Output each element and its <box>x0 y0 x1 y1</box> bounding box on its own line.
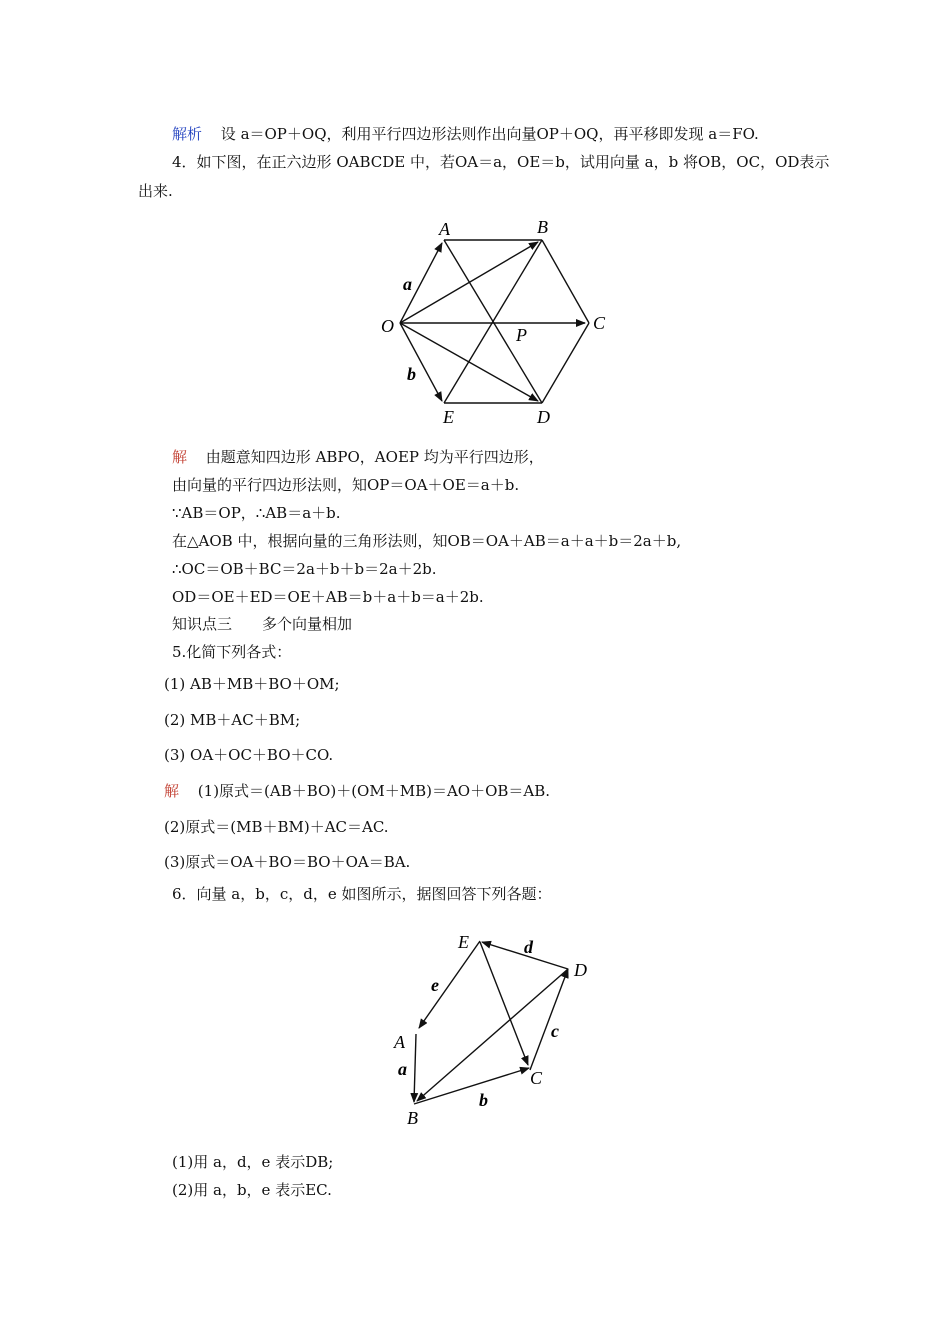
fig1-label-E: E <box>443 407 454 427</box>
line-2: 4．如下图，在正六边形 OABCDE 中，若OA＝a，OE＝b，试用向量 a，b 将OB，OC，OD表示 <box>172 153 830 171</box>
line-9: OD＝OE＋ED＝OE＋AB＝b＋a＋b＝a＋2b. <box>172 588 484 606</box>
solution-tag-1: 解 <box>172 448 188 466</box>
line-19: (1)用 a，d，e 表示DB; <box>172 1153 334 1171</box>
fig1-label-b: b <box>407 364 416 384</box>
fig2-label-E: E <box>458 932 469 952</box>
line-6: ∵AB＝OP，∴AB＝a＋b. <box>172 504 341 522</box>
line-16: (2)原式＝(MB＋BM)＋AC＝AC. <box>164 818 389 836</box>
fig2-label-e: e <box>431 975 439 995</box>
fig1-label-D: D <box>537 407 550 427</box>
line-14: (3) OA＋OC＋BO＋CO. <box>164 746 334 764</box>
hexagon-figure <box>365 208 620 440</box>
solution-tag-2: 解 <box>164 782 180 800</box>
fig2-label-B: B <box>407 1108 418 1128</box>
vector-figure <box>380 912 605 1144</box>
line-4 <box>172 447 544 467</box>
analysis-tag: 解析 <box>172 125 203 143</box>
line-20: (2)用 a，b，e 表示EC. <box>172 1181 332 1199</box>
line-13: (2) MB＋AC＋BM; <box>164 711 301 729</box>
section-heading: 知识点三 多个向量相加 <box>172 615 353 633</box>
line-3: 出来. <box>138 182 173 200</box>
line-4-text: 由题意知四边形 ABPO，AOEP 均为平行四边形， <box>205 448 544 466</box>
line-18: 6．向量 a，b，c，d，e 如图所示，据图回答下列各题： <box>172 885 552 903</box>
line-15-text: (1)原式＝(AB＋BO)＋(OM＋MB)＝AO＋OB＝AB. <box>197 782 551 800</box>
line-1 <box>172 124 759 144</box>
line-8: ∴OC＝OB＋BC＝2a＋b＋b＝2a＋2b. <box>172 560 437 578</box>
fig2-label-a: a <box>398 1059 407 1079</box>
line-15 <box>164 781 550 801</box>
fig2-label-c: c <box>551 1021 559 1041</box>
fig1-label-A: A <box>439 219 450 239</box>
fig2-label-A: A <box>394 1032 405 1052</box>
line-7: 在△AOB 中，根据向量的三角形法则，知OB＝OA＋AB＝a＋a＋b＝2a＋b, <box>172 532 682 550</box>
fig2-label-D: D <box>574 960 587 980</box>
fig1-label-B: B <box>537 217 548 237</box>
line-1-text: 设 a＝OP＋OQ，利用平行四边形法则作出向量OP＋OQ，再平移即发现 a＝FO. <box>220 125 759 143</box>
fig2-label-d: d <box>524 937 533 957</box>
fig1-label-O: O <box>381 316 394 336</box>
fig1-label-P: P <box>516 325 527 345</box>
fig2-label-b: b <box>479 1090 488 1110</box>
fig1-label-C: C <box>593 313 606 333</box>
line-12: (1) AB＋MB＋BO＋OM; <box>164 675 340 693</box>
fig1-label-a: a <box>403 274 412 294</box>
line-5: 由向量的平行四边形法则，知OP＝OA＋OE＝a＋b. <box>172 476 520 494</box>
fig2-label-C: C <box>530 1068 543 1088</box>
line-17: (3)原式＝OA＋BO＝BO＋OA＝BA. <box>164 853 411 871</box>
line-11: 5.化简下列各式： <box>172 643 292 661</box>
